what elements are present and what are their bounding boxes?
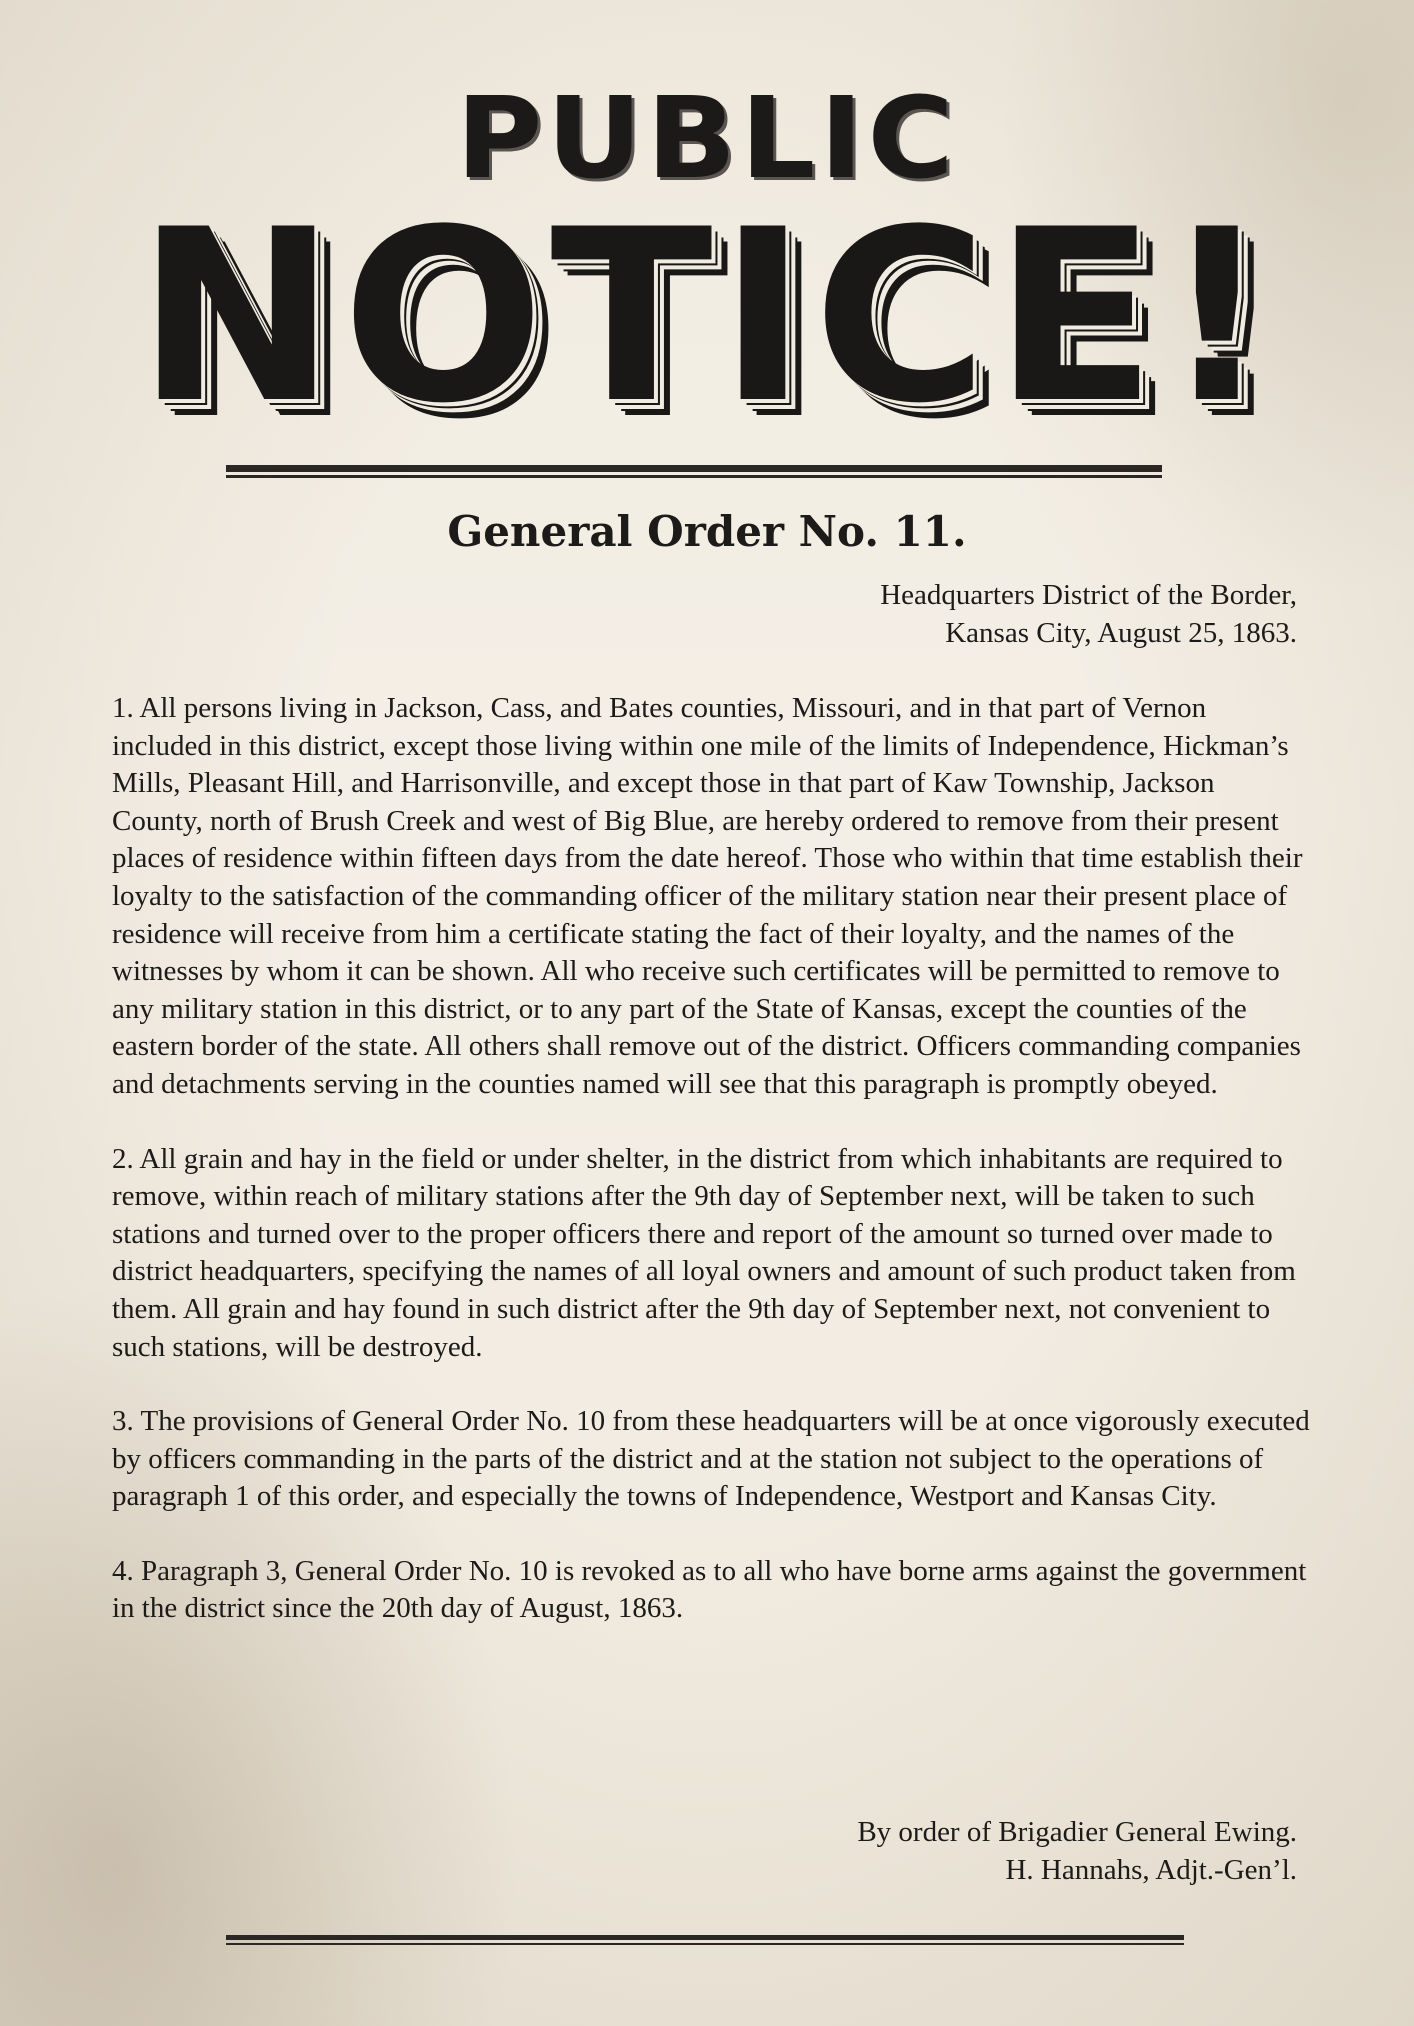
paragraph-2: 2. All grain and hay in the field or under shelter, in the district from which inhabitants are required to remove, within reach of military stations after the 9th day of September next, will be taken to such stations and turned over to the proper officers there and report of the amount so turned over made to district headquarters, specifying the names of all loyal owners and amount of such product taken from them. All grain and hay found in such district after the 9th day of September next, not convenient to such stations, will be destroyed. <box>112 1142 1296 1363</box>
top-divider-thick <box>226 465 1162 472</box>
headquarters-block <box>880 577 1297 652</box>
bottom-divider-thick <box>226 1935 1184 1940</box>
headline-notice: NOTICE! <box>136 179 1278 456</box>
paragraph-4: 4. Paragraph 3, General Order No. 10 is revoked as to all who have borne arms against the government in the district since the 20th day of August, 1863. <box>112 1554 1307 1625</box>
date-line: Kansas City, August 25, 1863. <box>945 616 1297 649</box>
headquarters-line: Headquarters District of the Border, <box>880 579 1297 611</box>
signature-order-line: By order of Brigadier General Ewing. <box>857 1816 1297 1848</box>
top-divider-thin <box>226 475 1162 478</box>
paragraph-1: 1. All persons living in Jackson, Cass, and Bates counties, Missouri, and in that part of Vernon included in this district, except those living within one mile of the limits of Independence, Hickman’s Mills, Pleasant Hill, and Harrisonville, and except those in that part of Kaw Township, Jackson County, north of Brush Creek and west of Big Blue, are hereby ordered to remove from their present places of residence within fifteen days from the date hereof. Those who within that time establish their loyalty to the satisfaction of the commanding officer of the military station near their present place of residence will receive from him a certificate stating the fact of their loyalty, and the names of the witnesses by whom it can be shown. All who receive such certificates will be permitted to remove to any military station in this district, or to any part of the State of Kansas, except the counties of the eastern border of the state. All others shall remove out of the district. Officers commanding companies and detachments serving in the counties named will see that this paragraph is promptly obeyed. <box>112 692 1303 1100</box>
signature-block <box>857 1814 1297 1889</box>
signature-name-line: H. Hannahs, Adjt.-Gen’l. <box>1005 1853 1297 1886</box>
headline-public: PUBLIC <box>456 72 958 204</box>
order-title: General Order No. 11. <box>447 507 967 556</box>
bottom-divider-thin <box>226 1943 1184 1945</box>
paragraph-3: 3. The provisions of General Order No. 10 from these headquarters will be at once vigorously executed by officers commanding in the parts of the district and at the station not subject to the operations of paragraph 1 of this order, and especially the towns of Independence, Westport and Kansas City. <box>112 1405 1310 1513</box>
order-body <box>112 690 1312 1665</box>
